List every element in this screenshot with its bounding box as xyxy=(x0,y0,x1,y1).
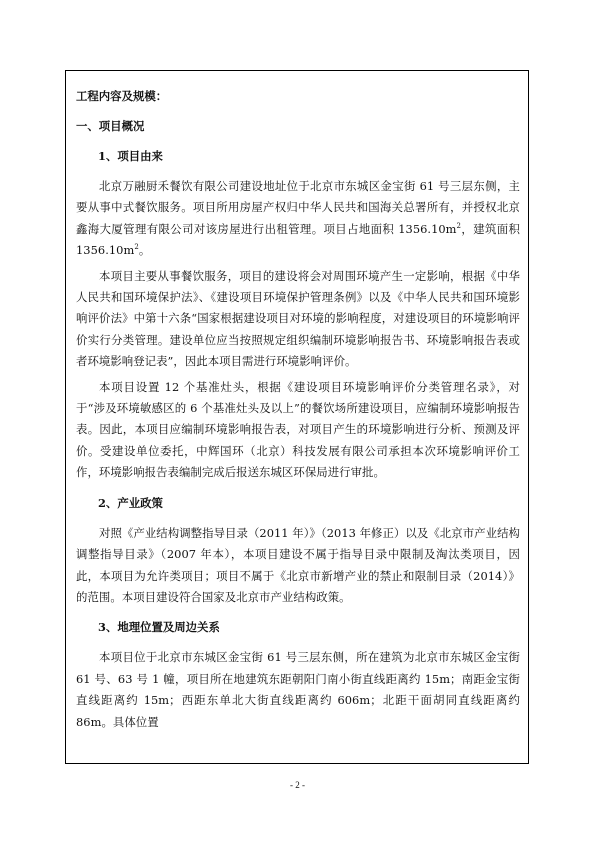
superscript-2: 2 xyxy=(134,243,139,252)
s1-paragraph-3: 本项目设置 12 个基准灶头，根据《建设项目环境影响评价分类管理名录》，对于“涉及环境敏感区的 6 个基准灶头及以上”的餐饮场所建设项目，应编制环境影响报告表。因此，本项目应编制环境影响报告表，对项目产生的环境影响进行分析、预测及评价。受建设单位委托，中辉国环（北京）科技发展有限公司承担本次环境影响评价工作，环境影响报告表编制完成后报送东城区环保局进行审批。 xyxy=(76,379,520,480)
content-frame xyxy=(65,70,529,764)
s2-title: 2、产业政策 xyxy=(98,495,163,510)
s1-title: 1、项目由来 xyxy=(98,149,163,163)
superscript-2: 2 xyxy=(456,222,462,231)
s2-paragraph-1: 对照《产业结构调整指导目录（2011 年）》（2013 年修正）以及《北京市产业结构调整指导目录》（2007 年本），本项目建设不属于指导目录中限制及淘汰类项目，因此，本项目为允许类项目；项目不属于《北京市新增产业的禁止和限制目录（2014）》的范围。本项目建设符合国家及北京市产业结构政策。 xyxy=(76,525,520,604)
section-title: 工程内容及规模： xyxy=(76,89,168,103)
s3-paragraph-1: 本项目位于北京市东城区金宝街 61 号三层东侧，所在建筑为北京市东城区金宝街 61 号、63 号 1 幢，项目所在地建筑东距朝阳门南小街直线距离约 15m；南距金宝街直线距离约 15m；西距东单北大街直线距离约 606m；北距干面胡同直线距离约 86m。具体位置 xyxy=(76,650,520,729)
part1-title: 一、项目概况 xyxy=(76,119,145,133)
s1-p1-text-c: 。 xyxy=(138,243,151,258)
document-body xyxy=(76,87,520,737)
s3-title: 3、地理位置及周边关系 xyxy=(98,620,220,635)
page-number: - 2 - xyxy=(290,780,305,790)
s1-paragraph-2: 本项目主要从事餐饮服务，项目的建设将会对周围环境产生一定影响，根据《中华人民共和国环境保护法》、《建设项目环境保护管理条例》以及《中华人民共和国环境影响评价法》中第十六条“国家根据建设项目对环境的影响程度，对建设项目的环境影响评价实行分类管理。建设单位应当按照规定组织编制环境影响报告书、环境影响报告表或者环境影响登记表”，因此本项目需进行环境影响评价。 xyxy=(76,268,520,369)
s1-p1-text-b: ，建筑面积 1356.10m xyxy=(76,221,520,258)
s1-paragraph-1 xyxy=(76,176,520,262)
s1-p1-text-a: 北京万融厨禾餐饮有限公司建设地址位于北京市东城区金宝街 61 号三层东侧，主要从事中式餐饮服务。项目所用房屋产权归中华人民共和国海关总署所有，并授权北京鑫海大厦管理有限公司对该房屋进行出租管理。项目占地面积 1356.10m xyxy=(76,179,520,236)
